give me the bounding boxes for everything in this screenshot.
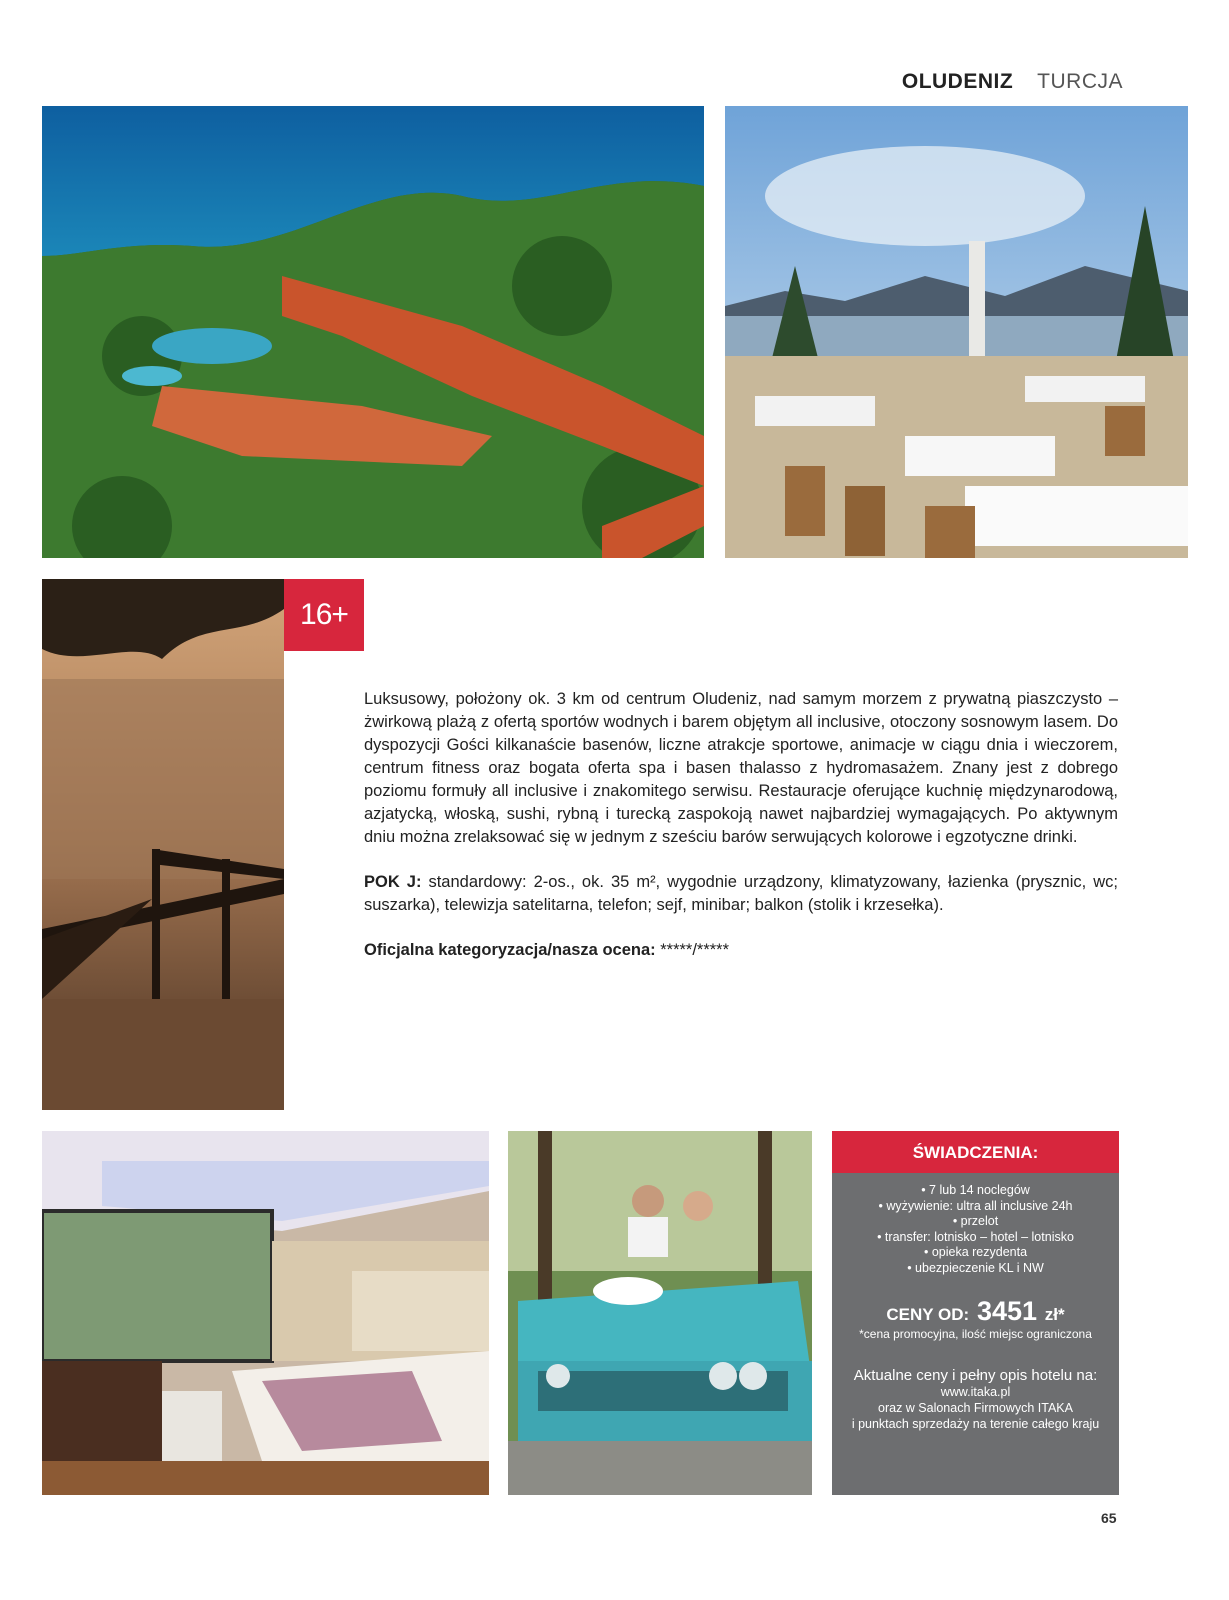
page-header — [902, 70, 1123, 94]
info-line: i punktach sprzedaży na terenie całego kraju — [851, 1417, 1100, 1431]
rating-line — [364, 939, 1118, 962]
room-label: POK J: — [364, 873, 422, 891]
benefits-list — [832, 1183, 1119, 1276]
price-value: 3451 — [976, 1296, 1038, 1326]
resort-aerial-photo — [42, 106, 704, 558]
wedding-car-photo — [508, 1131, 812, 1495]
country-name: TURCJA — [1037, 70, 1123, 93]
rating-label: Oficjalna kategoryzacja/nasza ocena: — [364, 941, 656, 959]
hotel-description — [364, 688, 1118, 984]
benefit-item: • opieka rezydenta — [923, 1245, 1028, 1259]
room-text: standardowy: 2-os., ok. 35 m², wygodnie urządzony, klimatyzowany, łazienka (prysznic, wc; suszarka), telewizja satelitarna, telefon; sejf, minibar; balkon (stolik i krzesełka). — [364, 873, 1118, 914]
benefit-item: • 7 lub 14 noclegów — [921, 1183, 1030, 1197]
benefit-item: • transfer: lotnisko – hotel – lotnisko — [877, 1229, 1074, 1244]
description-main: Luksusowy, położony ok. 3 km od centrum Oludeniz, nad samym morzem z prywatną piaszczysto – żwirkową plażą z ofertą sportów wodnych i barem objętym all inclusive, otoczony sosnowym lasem. Do dyspozycji Gości kilkanaście basenów, liczne atrakcje sportowe, animacje w ciągu dnia i wieczorem, centrum fitness oraz bogata oferta spa i basen thalasso z hydromasażem. Znany jest z dobrego poziomu formuły all inclusive i znakomitego serwisu. Restauracje oferujące kuchnię międzynarodową, azjatycką, włoską, sushi, rybną i turecką zaspokoją nawet najbardziej wymagających. Po aktywnym dniu można zrelaksować się w jednym z sześciu barów serwujących kolorowe i egzotyczne drinki. — [364, 690, 1118, 846]
terrace-restaurant-photo — [725, 106, 1188, 558]
benefit-item: • wyżywienie: ultra all inclusive 24h — [878, 1198, 1073, 1213]
benefit-item: • przelot — [952, 1214, 999, 1228]
room-description — [364, 871, 1118, 917]
sunset-balcony-photo — [42, 579, 284, 1110]
price-label: CENY OD: — [886, 1305, 970, 1324]
rating-value: *****/***** — [655, 941, 730, 959]
info-website[interactable]: www.itaka.pl — [940, 1385, 1011, 1399]
page-number: 65 — [1101, 1510, 1117, 1526]
age-badge: 16+ — [284, 579, 364, 651]
info-line: oraz w Salonach Firmowych ITAKA — [878, 1401, 1073, 1415]
benefits-panel — [832, 1131, 1119, 1495]
hotel-room-photo — [42, 1131, 489, 1495]
info-title: Aktualne ceny i pełny opis hotelu na: — [853, 1367, 1098, 1384]
benefits-title: ŚWIADCZENIA: — [832, 1131, 1119, 1173]
price-row — [832, 1296, 1119, 1327]
destination-name: OLUDENIZ — [901, 70, 1014, 93]
price-note: *cena promocyjna, ilość miejsc ograniczona — [859, 1327, 1092, 1341]
price-currency: zł* — [1044, 1305, 1065, 1324]
benefit-item: • ubezpieczenie KL i NW — [907, 1260, 1044, 1275]
